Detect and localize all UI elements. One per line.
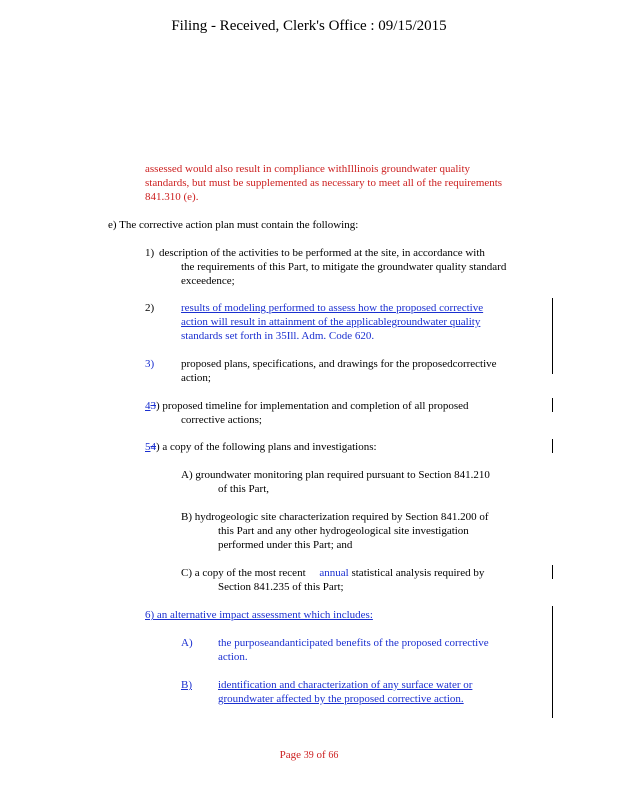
item-1-label: 1) (145, 247, 155, 259)
change-bar-2 (552, 398, 553, 412)
red-line-3: 841.310 (e). (145, 191, 199, 203)
item-1-text (159, 246, 485, 260)
item-3-line-1: proposed plans, specifications, and drawings for the proposedcorrective (181, 358, 497, 370)
item-1-line-3: exceedence; (181, 275, 235, 287)
item-5-text: a copy of the following plans and investigations: (162, 441, 377, 453)
change-bar-3 (552, 439, 553, 453)
item-5-row (145, 440, 377, 454)
change-bar-1 (552, 298, 553, 374)
red-line-1: assessed would also result in compliance withIllinois groundwater quality (145, 163, 471, 175)
item-4-label-paren: ) (156, 400, 160, 412)
item-4-line-2: corrective actions; (181, 414, 262, 426)
sub-c-line-2: Section 841.235 of this Part; (218, 581, 344, 593)
item-4-label-deleted: 3 (150, 400, 156, 412)
sub-c-label: C) (181, 567, 192, 579)
sub-c-inserted: annual (319, 567, 349, 579)
red-line-2: standards, but must be supplemented as necessary to meet all of the requirements (145, 177, 503, 189)
red-paragraph (145, 162, 502, 204)
sub-b-cont (218, 524, 469, 552)
item-4-line-1: proposed timeline for implementation and completion of all proposed (162, 400, 469, 412)
sub6-b-text (218, 678, 472, 706)
item-2-line-2: action will result in attainment of the applicablegroundwater quality (181, 316, 481, 328)
item-5-label-inserted: 5 (145, 441, 151, 453)
sub6-a-line-2: action. (218, 651, 248, 663)
sub6-b-line-1: identification and characterization of any surface water or (218, 679, 473, 691)
page-footer (0, 748, 618, 763)
footer-page-number: 39 (303, 750, 314, 761)
sub-c-row (181, 566, 484, 580)
sub-a-line-1: groundwater monitoring plan required pursuant to Section 841.210 (195, 469, 490, 481)
footer-page-total: 66 (328, 750, 339, 761)
item-5-label-paren: ) (156, 441, 160, 453)
sub-a-line-2: of this Part, (218, 483, 270, 495)
sub6-a-text (218, 636, 489, 664)
item-2-line-3: standards set forth in 35Ill. Adm. Code 620. (181, 330, 375, 342)
sub6-a-line-1: the purposeandanticipated benefits of the proposed corrective (218, 637, 489, 649)
item-3-line-2: action; (181, 372, 211, 384)
footer-page-label: Page (279, 749, 301, 761)
item-1-line-2: the requirements of this Part, to mitigate the groundwater quality standard (181, 261, 507, 273)
footer-of-label: of (316, 749, 326, 761)
item-4-label-inserted: 4 (145, 400, 151, 412)
sub-b-row (181, 510, 489, 524)
sub6-a-label: A) (181, 637, 193, 649)
item-5-label-deleted: 4 (150, 441, 156, 453)
item-2-label: 2) (145, 302, 155, 314)
page-header: Filing - Received, Clerk's Office : 09/15/2015 (171, 18, 447, 34)
item-3-text (181, 357, 497, 385)
item-2-line-1: results of modeling performed to assess how the proposed corrective (181, 302, 484, 314)
item-4-row (145, 399, 469, 413)
sub-a-label: A) (181, 469, 193, 481)
section-e-heading: e) The corrective action plan must contain the following: (108, 219, 359, 231)
sub-b-label: B) (181, 511, 192, 523)
change-bar-5 (552, 606, 553, 718)
sub-c-pre: a copy of the most recent (194, 567, 306, 579)
sub-b-line-2: this Part and any other hydrogeological site investigation (218, 525, 469, 537)
item-6-text: 6) an alternative impact assessment which includes: (145, 609, 373, 621)
item-2-text (181, 301, 483, 343)
item-3-label: 3) (145, 358, 155, 370)
sub-b-line-3: performed under this Part; and (218, 539, 353, 551)
item-1-cont (181, 260, 506, 288)
sub-b-line-1: hydrogeologic site characterization required by Section 841.200 of (194, 511, 489, 523)
change-bar-4 (552, 565, 553, 579)
item-1-line-1: description of the activities to be performed at the site, in accordance with (159, 247, 485, 259)
sub6-b-label: B) (181, 679, 192, 691)
sub-c-post: statistical analysis required by (351, 567, 485, 579)
sub-a-row (181, 468, 490, 482)
sub6-b-line-2: groundwater affected by the proposed corrective action. (218, 693, 464, 705)
